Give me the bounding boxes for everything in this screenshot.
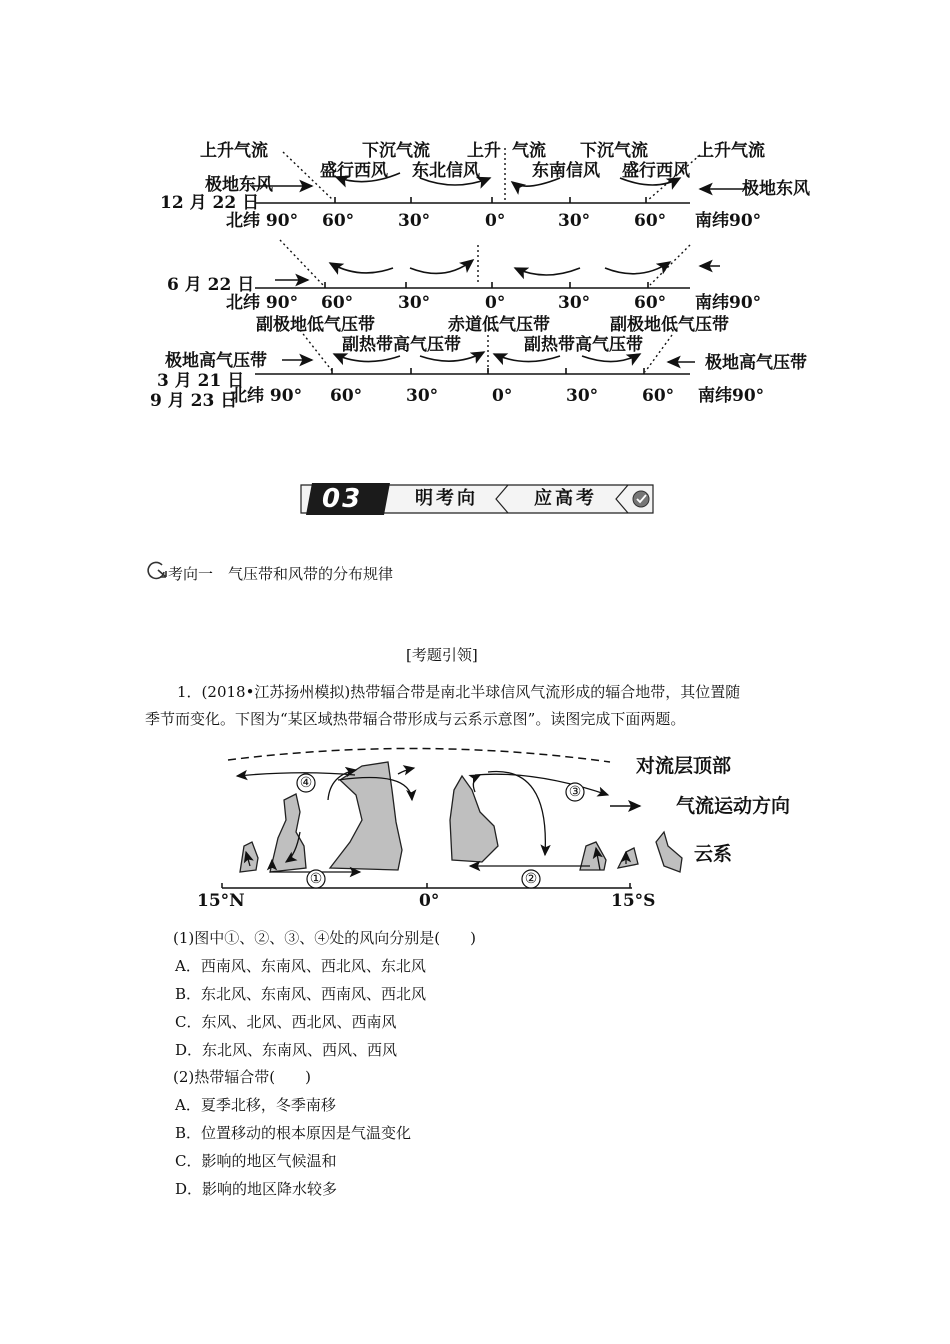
banner-right-text: 应高考 [534,488,597,509]
question-intro-line1: 1．(2018•江苏扬州模拟)热带辐合带是南北半球信风气流形成的辐合地带，其位置随 [177,683,741,701]
label-subtropical-high-n: 副热带高气压带 [342,335,461,355]
tick-eq-30s: 30° [566,386,599,406]
label-subpolar-low-s: 副极地低气压带 [610,315,729,335]
label-westerlies-s: 盛行西风 [622,161,690,181]
label-date-jun: 6 月 22 日 [167,275,255,295]
q2-option-b: B．位置移动的根本原因是气温变化 [175,1124,412,1142]
section-banner [298,482,656,516]
tick-jun-s90: 南纬90° [695,293,762,313]
circle-markers [297,774,584,888]
tick-dec-60s: 60° [634,211,667,231]
marker-3: ③ [568,784,582,800]
tick-dec-60n: 60° [322,211,355,231]
tick-dec-s90: 南纬90° [695,211,762,231]
refresh-arrow-icon [145,559,167,581]
label-updraft-mid-a: 上升 [467,141,501,161]
label-polar-high-left: 极地高气压带 [165,351,267,371]
label-downdraft-2: 下沉气流 [580,141,648,161]
marker-1: ① [309,871,323,887]
tick-eq-n90: 北纬 90° [230,386,303,406]
tick-eq-60s: 60° [642,386,675,406]
tick-jun-0: 0° [485,293,506,313]
tick-jun-30s: 30° [558,293,591,313]
banner-left-text: 明考向 [415,488,478,509]
legend-tropopause: 对流层顶部 [636,755,732,777]
wind-arrows-jun [275,260,720,280]
tick-eq-30n: 30° [406,386,439,406]
tick-dec-30n: 30° [398,211,431,231]
tick-eq-s90: 南纬90° [698,386,765,406]
label-date-sep: 9 月 23 日 [150,391,238,411]
tick-jun-n90: 北纬 90° [226,293,299,313]
question-intro-line2: 季节而变化。下图为“某区域热带辐合带形成与云系示意图”。读图完成下面两题。 [145,710,686,728]
lat-15n: 15°N [197,891,245,911]
legend-airflow: 气流运动方向 [676,795,791,817]
section-heading: 考向一 气压带和风带的分布规律 [168,565,394,583]
label-updraft-mid-b: 气流 [512,141,546,161]
q2-option-d: D．影响的地区降水较多 [175,1180,338,1198]
q2-option-c: C．影响的地区气候温和 [175,1152,337,1170]
label-updraft-left: 上升气流 [200,141,268,161]
tick-jun-30n: 30° [398,293,431,313]
label-subtropical-high-s: 副热带高气压带 [524,335,643,355]
q2-option-a: A．夏季北移，冬季南移 [175,1096,336,1114]
banner-number: 03 [322,484,363,514]
q1-option-b: B．东北风、东南风、西南风、西北风 [175,985,427,1003]
tick-jun-60n: 60° [321,293,354,313]
label-ne-trades: 东北信风 [412,161,480,181]
label-polar-high-right: 极地高气压带 [705,353,807,373]
q1-option-c: C．东风、北风、西北风、西南风 [175,1013,397,1031]
label-equatorial-low: 赤道低气压带 [448,315,550,335]
q1-stem: (1)图中①、②、③、④处的风向分别是( ) [173,929,476,947]
itcz-diagram [190,740,840,915]
label-downdraft-1: 下沉气流 [362,141,430,161]
tick-jun-60s: 60° [634,293,667,313]
q1-option-a: A．西南风、东南风、西北风、东北风 [175,957,426,975]
tick-dec-30s: 30° [558,211,591,231]
label-westerlies-n: 盛行西风 [320,161,388,181]
tropopause-line [228,748,610,762]
tick-eq-0: 0° [492,386,513,406]
marker-2: ② [524,871,538,887]
lat-15s: 15°S [611,891,656,911]
tick-eq-60n: 60° [330,386,363,406]
label-polar-easterlies-right: 极地东风 [742,179,810,199]
q2-stem: (2)热带辐合带( ) [173,1068,311,1086]
marker-4: ④ [299,775,313,791]
q1-option-d: D．东北风、东南风、西风、西风 [175,1041,398,1059]
label-date-dec: 12 月 22 日 [160,193,260,213]
label-subpolar-low-n: 副极地低气压带 [256,315,375,335]
label-updraft-right: 上升气流 [697,141,765,161]
tick-dec-n90: 北纬 90° [226,211,299,231]
tick-dec-0: 0° [485,211,506,231]
lat-0: 0° [419,891,440,911]
label-polar-easterlies-left: 极地东风 [205,175,273,195]
legend-cloud: 云系 [694,843,733,865]
label-se-trades: 东南信风 [532,161,600,181]
sub-heading: [考题引领] [406,646,478,664]
label-date-mar: 3 月 21 日 [157,371,245,391]
